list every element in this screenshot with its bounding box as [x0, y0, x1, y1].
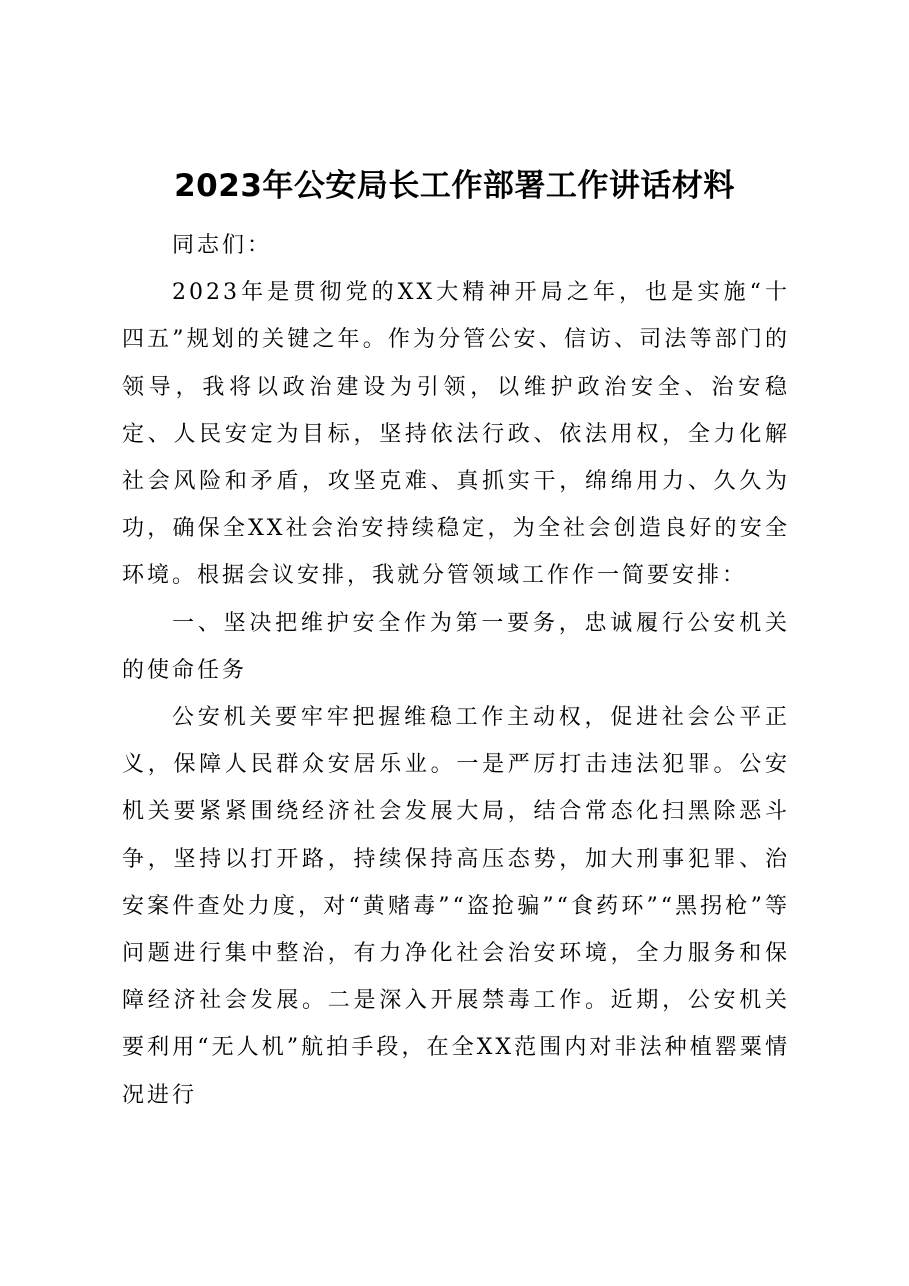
- section-1-paragraph: 公安机关要牢牢把握维稳工作主动权，促进社会公平正义，保障人民群众安居乐业。一是严厉打击违法犯罪。公安机关要紧紧围绕经济社会发展大局，结合常态化扫黑除恶斗争，坚持以打开路，持续保持高压态势，加大刑事犯罪、治安案件查处力度，对“黄赌毒”“盗抢骗”“食药环”“黑拐枪”等问题进行集中整治，有力净化社会治安环境，全力服务和保障经济社会发展。二是深入开展禁毒工作。近期，公安机关要利用“无人机”航拍手段，在全XX范围内对非法种植罂粟情况进行: [122, 705, 790, 1108]
- document-body: [122, 222, 790, 1119]
- document-title: 2023年公安局长工作部署工作讲话材料: [174, 168, 735, 204]
- section-heading-1: 一、坚决把维护安全作为第一要务，忠诚履行公安机关的使命任务: [122, 610, 790, 683]
- intro-paragraph: 2023年是贯彻党的XX大精神开局之年，也是实施“十四五”规划的关键之年。作为分管公安、信访、司法等部门的领导，我将以政治建设为引领，以维护政治安全、治安稳定、人民安定为目标，坚持依法行政、依法用权，全力化解社会风险和矛盾，攻坚克难、真抓实干，绵绵用力、久久为功，确保全XX社会治安持续稳定，为全社会创造良好的安全环境。根据会议安排，我就分管领域工作作一简要安排：: [122, 280, 790, 589]
- salutation-paragraph: 同志们：: [172, 233, 273, 258]
